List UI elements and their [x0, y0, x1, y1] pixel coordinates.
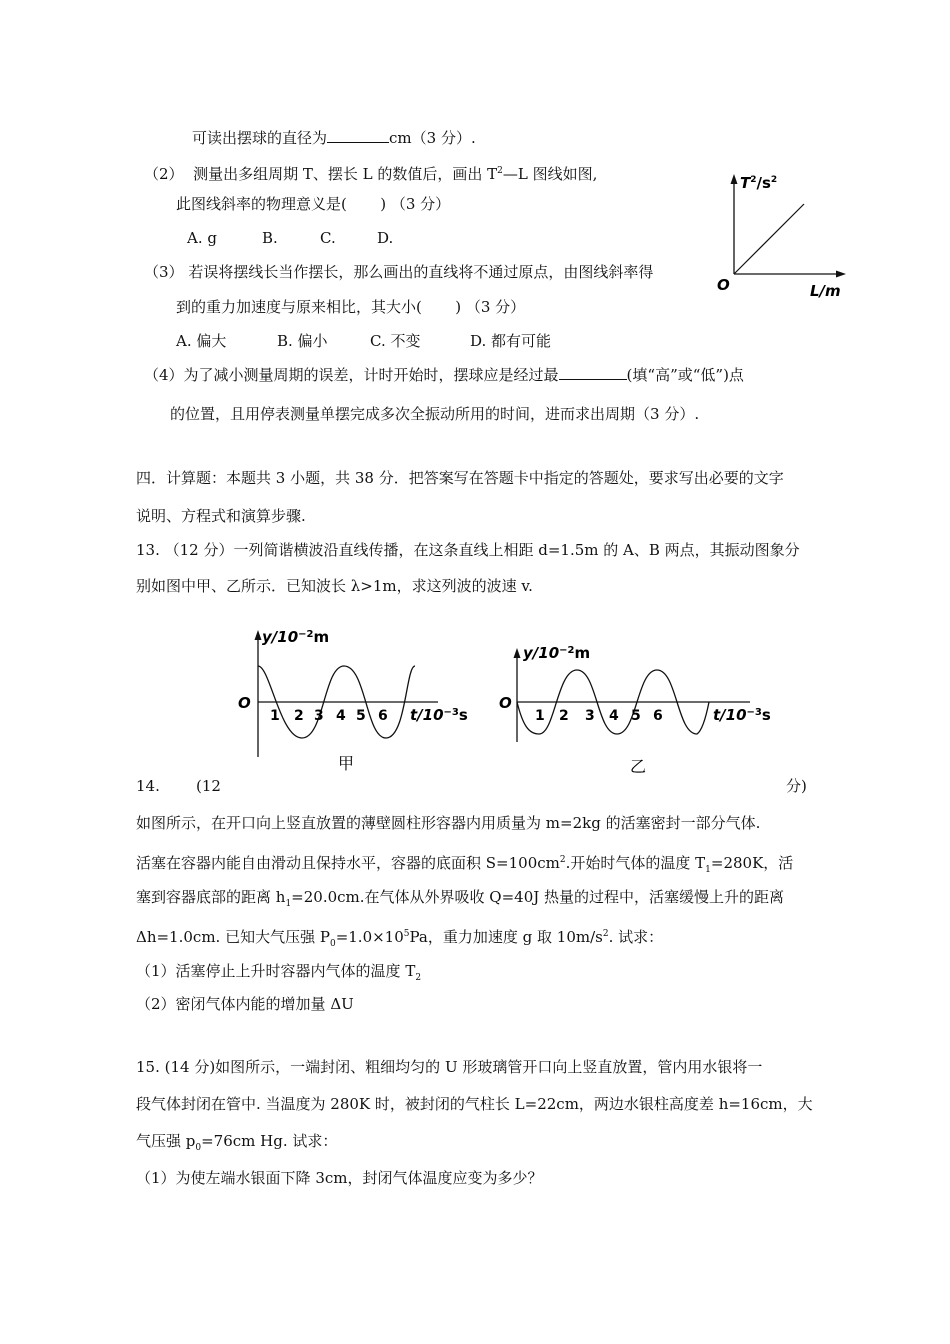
answer-blank-high-low[interactable] [559, 365, 627, 380]
wave-graph-jia [234, 622, 474, 782]
caption-yi: 乙 [630, 757, 647, 776]
q12-part2-line1: （2） 测量出多组周期 T、摆长 L 的数值后，画出 $T^2—L$ 图线如图, [144, 165, 598, 183]
q14-number: 14. [136, 777, 160, 795]
origin-label: O [499, 694, 512, 712]
q12-part4-line2: 的位置，且用停表测量单摆完成多次全振动所用的时间，进而求出周期（3 分）. [170, 405, 700, 423]
t-axis-label: $t/10^{-3}s$ [713, 706, 771, 724]
q14-points: (12 [196, 777, 221, 795]
q14-line1: 如图所示，在开口向上竖直放置的薄壁圆柱形容器内用质量为 m=2kg 的活塞密封一部分气体. [136, 814, 761, 832]
l-axis-arrow [836, 271, 846, 278]
q12-part3-option-a: A. 偏大 [176, 332, 227, 350]
wave-graph-yi [495, 642, 775, 782]
q15-line2: 段气体封闭在管中. 当温度为 280K 时，被封闭的气柱长 L=22cm，两边水银柱高度差 h=16cm，大 [136, 1095, 813, 1113]
t2-l-line [734, 204, 804, 274]
q12-part2-option-a: A. g [187, 229, 217, 247]
t2-axis-arrow [731, 174, 738, 184]
tick-4: 4 [609, 708, 619, 724]
tick-2: 2 [559, 708, 569, 724]
y-axis-label: $y/10^{-2}m$ [523, 644, 591, 662]
tick-5: 5 [356, 708, 366, 724]
q14-points-unit: 分) [786, 777, 807, 795]
tick-3: 3 [585, 708, 595, 724]
q14-part2: （2）密闭气体内能的增加量 ΔU [136, 995, 354, 1013]
l-axis-label: L/m [810, 282, 841, 300]
tick-5: 5 [631, 708, 641, 724]
tick-1: 1 [270, 708, 280, 724]
q14-part1: （1）活塞停止上升时容器内气体的温度 $T_2$ [136, 962, 422, 983]
origin-label: O [238, 694, 251, 712]
q12-part2-option-c: C. [320, 229, 336, 247]
section4-intro-line2: 说明、方程式和演算步骤. [136, 507, 306, 525]
origin-label: O [717, 276, 730, 294]
q14-line4: Δh=1.0cm. 已知大气压强 $P_0=1.0\times 10^5Pa$，重力加速度 g 取 $10m/s^2$. 试求： [136, 928, 664, 949]
t2-l-graph [712, 166, 847, 301]
q15-part1: （1）为使左端水银面下降 3cm，封闭气体温度应变为多少？ [136, 1169, 543, 1187]
tick-1: 1 [535, 708, 545, 724]
q12-part3-line2: 到的重力加速度与原来相比，其大小( ) （3 分） [176, 298, 526, 316]
q12-part3-line1: （3） 若误将摆线长当作摆长，那么画出的直线将不通过原点，由图线斜率得 [144, 263, 654, 281]
q12-part2-option-d: D. [377, 229, 394, 247]
answer-blank-diameter[interactable] [327, 128, 389, 143]
q12-line1: 可读出摆球的直径为 cm（3 分）. [192, 129, 476, 147]
q13-line1: 13. （12 分）一列简谐横波沿直线传播，在这条直线上相距 d=1.5m 的 A、B 两点，其振动图象分 [136, 541, 800, 559]
tick-6: 6 [378, 708, 388, 724]
q13-line2: 别如图中甲、乙所示．已知波长 λ>1m，求这列波的波速 v. [136, 577, 533, 595]
caption-jia: 甲 [338, 754, 355, 773]
q12-part3-option-b: B. 偏小 [277, 332, 328, 350]
q15-line3: 气压强 $p_0=76cm$ Hg. 试求： [136, 1132, 338, 1153]
q15-line1: 15. (14 分)如图所示，一端封闭、粗细均匀的 U 形玻璃管开口向上竖直放置，管内用水银将一 [136, 1058, 763, 1076]
tick-4: 4 [336, 708, 346, 724]
y-axis-arrow [255, 630, 262, 640]
q12-part2-line2: 此图线斜率的物理意义是( ) （3 分） [176, 195, 451, 213]
y-axis-arrow [514, 648, 521, 658]
tick-6: 6 [653, 708, 663, 724]
tick-3: 3 [314, 708, 324, 724]
q14-line2: 活塞在容器内能自由滑动且保持水平，容器的底面积 $S=100cm^2$.开始时气体的温度 $T_1=280K$，活 [136, 854, 794, 875]
t-axis-label: $t/10^{-3}s$ [410, 706, 468, 724]
section4-intro-line1: 四．计算题：本题共 3 小题，共 38 分．把答案写在答题卡中指定的答题处，要求写出必要的文字 [136, 469, 784, 487]
q12-part3-option-d: D. 都有可能 [470, 332, 552, 350]
tick-2: 2 [294, 708, 304, 724]
q12-part2-option-b: B. [262, 229, 278, 247]
q14-line3: 塞到容器底部的距离 $h_1=20.0cm$.在气体从外界吸收 Q=40J 热量的过程中，活塞缓慢上升的距离 [136, 888, 785, 909]
q12-part4-line1: （4）为了减小测量周期的误差，计时开始时，摆球应是经过最 (填“高”或“低”)点 [144, 366, 744, 384]
t2-axis-label: $T^2/s^2$ [740, 174, 778, 192]
y-axis-label: $y/10^{-2}m$ [262, 628, 330, 646]
q12-part3-option-c: C. 不变 [370, 332, 421, 350]
